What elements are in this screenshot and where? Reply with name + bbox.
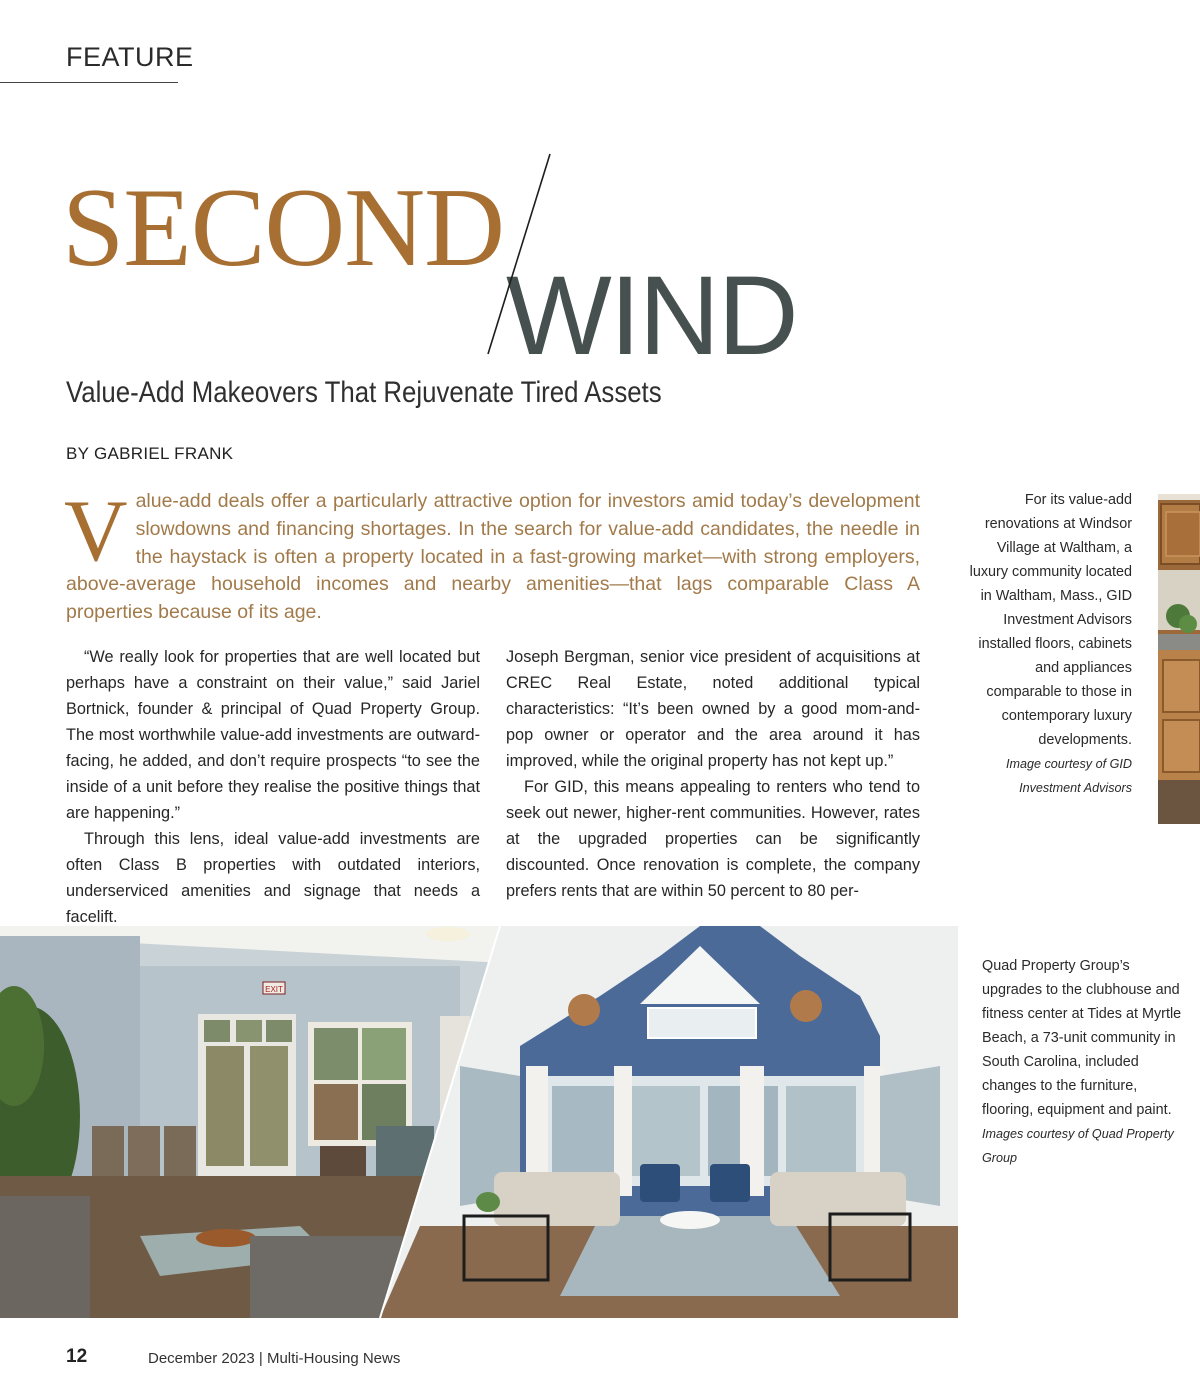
lede-paragraph (64, 483, 920, 627)
kitchen-photo (1158, 494, 1200, 824)
kitchen-photo-caption (960, 488, 1132, 800)
title-slash-divider (480, 150, 560, 360)
footer-publication: December 2023 | Multi-Housing News (148, 1350, 401, 1367)
clubhouse-before-after-photo (0, 926, 958, 1318)
exit-sign-text: EXIT (265, 985, 283, 994)
byline: BY GABRIEL FRANK (66, 444, 234, 463)
caption-text: For its value-add renovations at Windsor Village at Waltham, a luxury community located in Waltham, Mass., GID Investment Advisors installed floors, cabinets and appliances comparable to those in contemporary luxury developments. (969, 492, 1132, 748)
clubhouse-photo-caption (982, 954, 1182, 1170)
photo-credit: Images courtesy of Quad Property Group (982, 1127, 1174, 1165)
body-paragraph: Through this lens, ideal value-add investments are often Class B properties with outdated interiors, underserviced amenities and signage that needs a facelift. (66, 830, 480, 926)
body-paragraph: For GID, this means appealing to renters who tend to seek out newer, higher-rent communities. However, rates at the upgraded properties can be significantly discounted. Once renovation is complete, the company prefers rents that are within 50 percent to 80 per- (506, 778, 920, 900)
title-word-second: SECOND (62, 166, 505, 290)
page-number: 12 (66, 1346, 88, 1367)
body-paragraph: Joseph Bergman, senior vice president of acquisitions at CREC Real Estate, noted additional typical characteristics: “It’s been owned by a good mom-and-pop owner or operator and the area around it has improved, while the original property has not kept up.” (506, 648, 920, 770)
body-paragraph: “We really look for properties that are well located but perhaps have a constraint on their value,” said Jariel Bortnick, founder & principal of Quad Property Group. The most worthwhile value-add investments are outward-facing, he added, and don’t require prospects “to see the inside of a unit before they realise the positive things that are happening.” (66, 648, 480, 822)
article-subtitle: Value-Add Makeovers That Rejuvenate Tired Assets (66, 376, 662, 409)
photo-credit: Image courtesy of GID Investment Advisors (1006, 757, 1132, 795)
body-column-1 (66, 644, 480, 930)
caption-text: Quad Property Group’s upgrades to the clubhouse and fitness center at Tides at Myrtle Beach, a 73-unit community in South Carolina, included changes to the furniture, flooring, equipment and paint. (982, 958, 1182, 1118)
body-column-2 (506, 644, 920, 904)
drop-cap: V (64, 483, 128, 580)
lede-text: alue-add deals offer a particularly attractive option for investors amid today’s development slowdowns and financing shortages. In the search for value-add candidates, the needle in the haystack is often a property located in a fast-growing market—with strong employers, above-average household incomes and nearby amenities—that lags comparable Class A properties because of its age. (66, 490, 920, 624)
section-label: FEATURE (66, 42, 194, 72)
section-rule (0, 82, 178, 83)
title-word-wind: WIND (506, 253, 797, 378)
